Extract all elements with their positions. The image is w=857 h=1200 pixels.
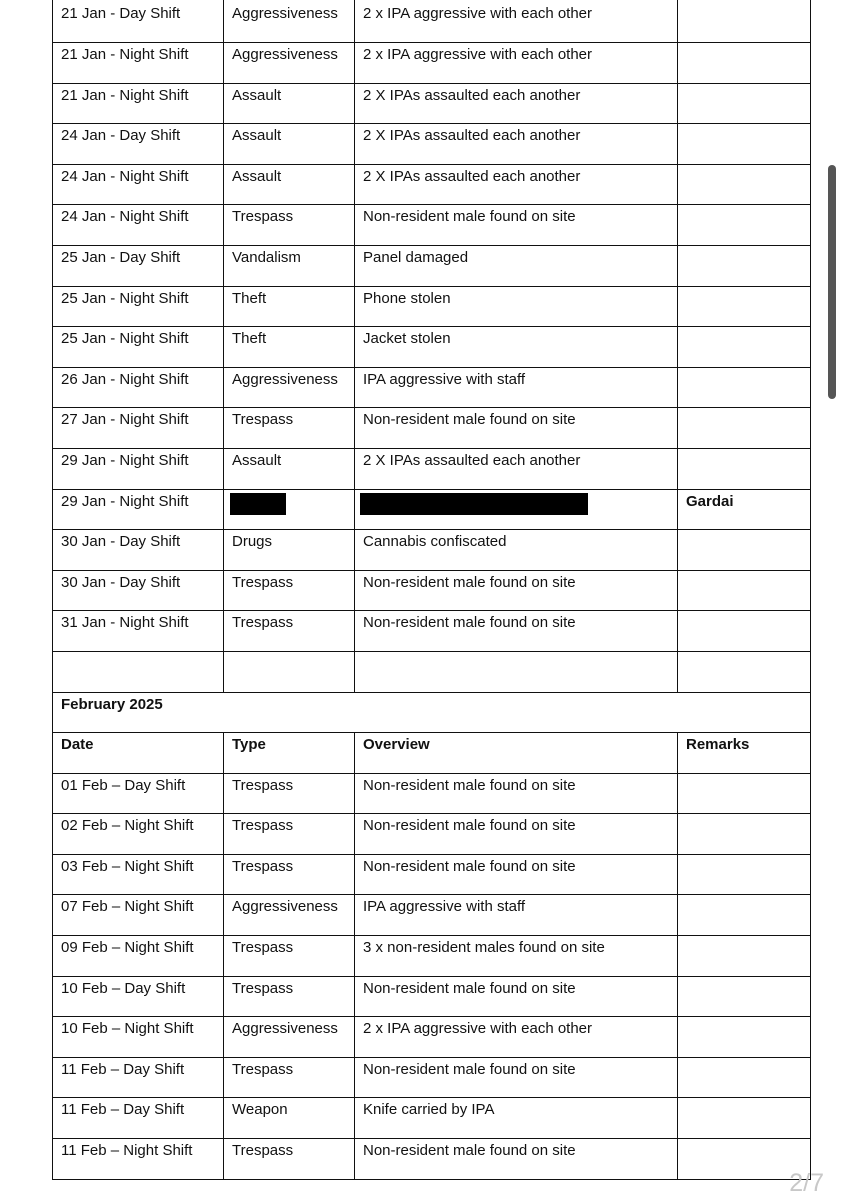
overview-cell: 2 X IPAs assaulted each another xyxy=(355,124,678,165)
date-cell: 21 Jan - Night Shift xyxy=(53,83,224,124)
remarks-cell xyxy=(678,43,811,84)
overview-cell: 2 X IPAs assaulted each another xyxy=(355,164,678,205)
column-header-date: Date xyxy=(53,733,224,774)
table-row xyxy=(53,530,811,571)
overview-cell: IPA aggressive with staff xyxy=(355,367,678,408)
date-cell: 27 Jan - Night Shift xyxy=(53,408,224,449)
type-cell: Weapon xyxy=(224,1098,355,1139)
remarks-cell xyxy=(678,530,811,571)
overview-cell: Phone stolen xyxy=(355,286,678,327)
date-cell: 02 Feb – Night Shift xyxy=(53,814,224,855)
table-row xyxy=(53,205,811,246)
table-row xyxy=(53,83,811,124)
type-cell: Theft xyxy=(224,286,355,327)
empty-cell xyxy=(224,651,355,692)
date-cell: 25 Jan - Day Shift xyxy=(53,245,224,286)
page-indicator: 2/7 xyxy=(789,1169,824,1197)
overview-cell: Non-resident male found on site xyxy=(355,814,678,855)
empty-row xyxy=(53,651,811,692)
remarks-cell xyxy=(678,895,811,936)
table-row xyxy=(53,1139,811,1180)
remarks-cell xyxy=(678,164,811,205)
table-row xyxy=(53,1057,811,1098)
remarks-cell xyxy=(678,976,811,1017)
overview-cell: Non-resident male found on site xyxy=(355,205,678,246)
type-cell: Trespass xyxy=(224,1057,355,1098)
table-row xyxy=(53,286,811,327)
table-row xyxy=(53,976,811,1017)
overview-cell-redacted xyxy=(355,489,678,530)
remarks-cell xyxy=(678,611,811,652)
remarks-cell xyxy=(678,327,811,368)
date-cell: 25 Jan - Night Shift xyxy=(53,286,224,327)
type-cell: Theft xyxy=(224,327,355,368)
table-row xyxy=(53,611,811,652)
type-cell: Assault xyxy=(224,448,355,489)
month-heading: February 2025 xyxy=(53,692,811,733)
table-row xyxy=(53,1017,811,1058)
date-cell: 24 Jan - Night Shift xyxy=(53,205,224,246)
overview-cell: Panel damaged xyxy=(355,245,678,286)
date-cell: 31 Jan - Night Shift xyxy=(53,611,224,652)
remarks-cell xyxy=(678,367,811,408)
overview-cell: 2 X IPAs assaulted each another xyxy=(355,448,678,489)
type-cell: Trespass xyxy=(224,205,355,246)
remarks-cell xyxy=(678,448,811,489)
type-cell: Trespass xyxy=(224,976,355,1017)
date-cell: 11 Feb – Day Shift xyxy=(53,1098,224,1139)
date-cell: 21 Jan - Day Shift xyxy=(53,0,224,43)
remarks-cell xyxy=(678,286,811,327)
overview-cell: 2 X IPAs assaulted each another xyxy=(355,83,678,124)
overview-cell: Non-resident male found on site xyxy=(355,976,678,1017)
empty-cell xyxy=(678,651,811,692)
date-cell: 30 Jan - Day Shift xyxy=(53,570,224,611)
type-cell: Drugs xyxy=(224,530,355,571)
date-cell: 11 Feb – Night Shift xyxy=(53,1139,224,1180)
overview-cell: 2 x IPA aggressive with each other xyxy=(355,1017,678,1058)
redaction-block xyxy=(360,493,588,515)
remarks-cell: Gardai xyxy=(678,489,811,530)
empty-cell xyxy=(53,651,224,692)
table-row xyxy=(53,367,811,408)
type-cell: Trespass xyxy=(224,773,355,814)
date-cell: 30 Jan - Day Shift xyxy=(53,530,224,571)
date-cell: 03 Feb – Night Shift xyxy=(53,854,224,895)
overview-cell: Cannabis confiscated xyxy=(355,530,678,571)
column-header-remarks: Remarks xyxy=(678,733,811,774)
table-row xyxy=(53,854,811,895)
empty-cell xyxy=(355,651,678,692)
type-cell: Aggressiveness xyxy=(224,1017,355,1058)
remarks-cell xyxy=(678,936,811,977)
table-row xyxy=(53,570,811,611)
remarks-cell xyxy=(678,0,811,43)
date-cell: 29 Jan - Night Shift xyxy=(53,489,224,530)
redaction-block xyxy=(230,493,286,515)
table-row xyxy=(53,124,811,165)
table-row xyxy=(53,936,811,977)
type-cell: Trespass xyxy=(224,1139,355,1180)
table-row xyxy=(53,164,811,205)
overview-cell: Non-resident male found on site xyxy=(355,570,678,611)
overview-cell: Jacket stolen xyxy=(355,327,678,368)
overview-cell: Non-resident male found on site xyxy=(355,1139,678,1180)
table-row xyxy=(53,814,811,855)
type-cell: Trespass xyxy=(224,814,355,855)
overview-cell: Non-resident male found on site xyxy=(355,854,678,895)
remarks-cell xyxy=(678,1098,811,1139)
date-cell: 24 Jan - Day Shift xyxy=(53,124,224,165)
incident-table xyxy=(52,0,811,1180)
remarks-cell xyxy=(678,124,811,165)
overview-cell: 2 x IPA aggressive with each other xyxy=(355,0,678,43)
table-row xyxy=(53,43,811,84)
remarks-cell xyxy=(678,83,811,124)
type-cell: Trespass xyxy=(224,936,355,977)
remarks-cell xyxy=(678,773,811,814)
date-cell: 11 Feb – Day Shift xyxy=(53,1057,224,1098)
remarks-cell xyxy=(678,408,811,449)
table-row xyxy=(53,327,811,368)
overview-cell: 2 x IPA aggressive with each other xyxy=(355,43,678,84)
date-cell: 21 Jan - Night Shift xyxy=(53,43,224,84)
column-header-type: Type xyxy=(224,733,355,774)
table-row xyxy=(53,0,811,43)
type-cell: Trespass xyxy=(224,570,355,611)
remarks-cell xyxy=(678,854,811,895)
date-cell: 10 Feb – Night Shift xyxy=(53,1017,224,1058)
type-cell: Aggressiveness xyxy=(224,43,355,84)
type-cell: Aggressiveness xyxy=(224,895,355,936)
date-cell: 01 Feb – Day Shift xyxy=(53,773,224,814)
remarks-cell xyxy=(678,1057,811,1098)
date-cell: 25 Jan - Night Shift xyxy=(53,327,224,368)
date-cell: 24 Jan - Night Shift xyxy=(53,164,224,205)
table-row xyxy=(53,1098,811,1139)
date-cell: 09 Feb – Night Shift xyxy=(53,936,224,977)
remarks-cell xyxy=(678,205,811,246)
overview-cell: Non-resident male found on site xyxy=(355,773,678,814)
type-cell: Assault xyxy=(224,124,355,165)
overview-cell: IPA aggressive with staff xyxy=(355,895,678,936)
overview-cell: Knife carried by IPA xyxy=(355,1098,678,1139)
overview-cell: 3 x non-resident males found on site xyxy=(355,936,678,977)
type-cell: Trespass xyxy=(224,854,355,895)
overview-cell: Non-resident male found on site xyxy=(355,1057,678,1098)
type-cell-redacted xyxy=(224,489,355,530)
remarks-cell xyxy=(678,245,811,286)
type-cell: Aggressiveness xyxy=(224,367,355,408)
date-cell: 10 Feb – Day Shift xyxy=(53,976,224,1017)
table-row xyxy=(53,245,811,286)
table-row xyxy=(53,489,811,530)
column-header-overview: Overview xyxy=(355,733,678,774)
remarks-cell xyxy=(678,570,811,611)
date-cell: 07 Feb – Night Shift xyxy=(53,895,224,936)
type-cell: Vandalism xyxy=(224,245,355,286)
remarks-cell xyxy=(678,814,811,855)
remarks-cell xyxy=(678,1017,811,1058)
overview-cell: Non-resident male found on site xyxy=(355,611,678,652)
type-cell: Aggressiveness xyxy=(224,0,355,43)
scrollbar-thumb[interactable] xyxy=(828,165,836,399)
type-cell: Assault xyxy=(224,164,355,205)
header-row xyxy=(53,733,811,774)
type-cell: Trespass xyxy=(224,408,355,449)
type-cell: Assault xyxy=(224,83,355,124)
overview-cell: Non-resident male found on site xyxy=(355,408,678,449)
month-heading-row xyxy=(53,692,811,733)
date-cell: 26 Jan - Night Shift xyxy=(53,367,224,408)
type-cell: Trespass xyxy=(224,611,355,652)
table-row xyxy=(53,408,811,449)
date-cell: 29 Jan - Night Shift xyxy=(53,448,224,489)
table-row xyxy=(53,895,811,936)
table-row xyxy=(53,773,811,814)
table-row xyxy=(53,448,811,489)
